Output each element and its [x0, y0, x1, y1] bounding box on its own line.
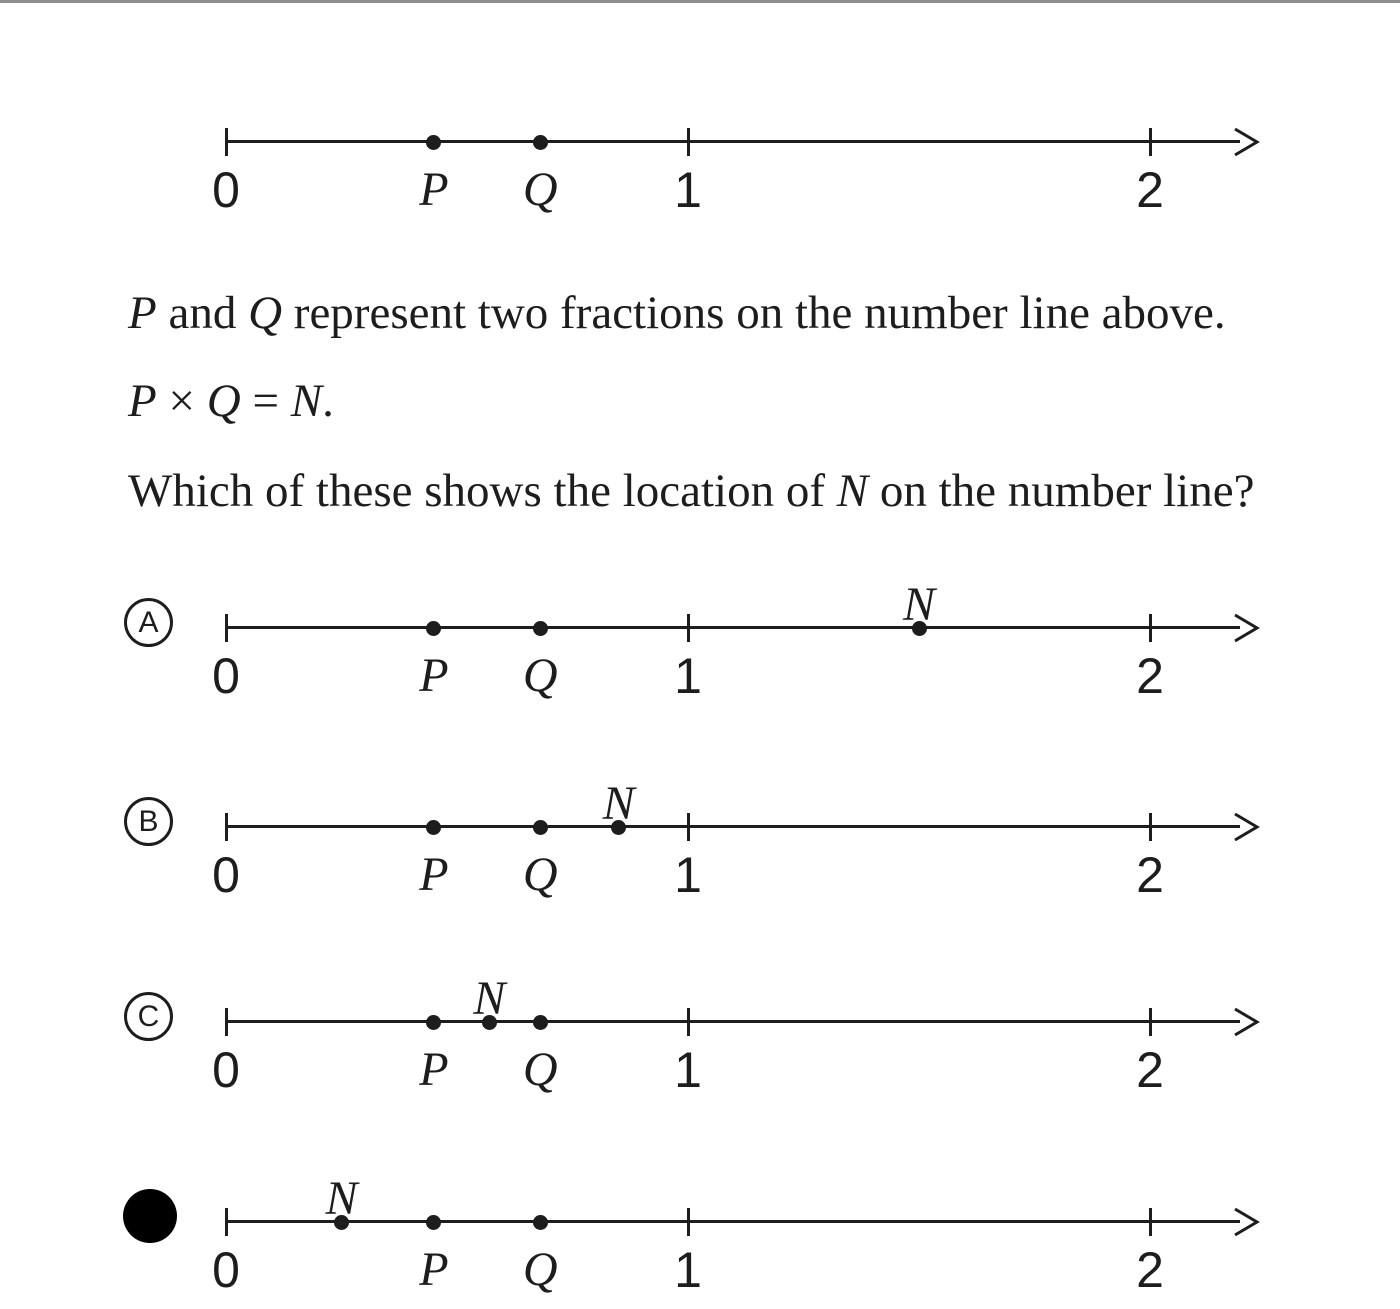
choice-a-tick-label-1: 1 [674, 648, 702, 704]
choice-a-tick-2 [1149, 614, 1152, 642]
choice-b-tick-1 [687, 813, 690, 841]
choice-a-arrow-right-icon [1232, 612, 1260, 644]
intro-tick-label-0: 0 [212, 162, 240, 218]
intro-tick-label-1: 1 [674, 162, 702, 218]
choice-a-bubble-letter: A [138, 605, 159, 639]
choice-d-bubble-selected[interactable] [123, 1189, 177, 1243]
choice-a-point-label-Q: Q [522, 649, 558, 702]
intro-tick-label-2: 2 [1136, 162, 1164, 218]
choice-b-point-P [426, 820, 441, 835]
plain-text: × [156, 375, 207, 427]
choice-c-tick-label-0: 0 [212, 1042, 240, 1098]
choice-c-tick-label-2: 2 [1136, 1042, 1164, 1098]
choice-a-point-label-N: N [902, 578, 936, 631]
choice-b-bubble-letter: B [138, 804, 159, 838]
plain-text: represent two fractions on the number line above. [282, 287, 1226, 339]
plain-text: on the number line? [868, 465, 1255, 517]
choice-a-tick-label-2: 2 [1136, 648, 1164, 704]
choice-a-point-label-P: P [419, 649, 449, 702]
choice-c-point-label-Q: Q [522, 1043, 558, 1096]
choice-d-tick-2 [1149, 1208, 1152, 1236]
choice-a-point-P [426, 621, 441, 636]
choice-d-axis-line [226, 1220, 1240, 1223]
choice-c-bubble[interactable] [124, 992, 173, 1041]
choice-c-tick-1 [687, 1008, 690, 1036]
intro-arrow-right-icon [1232, 126, 1260, 158]
intro-point-label-Q: Q [522, 163, 558, 216]
choice-b-bubble[interactable] [124, 797, 173, 846]
variable-text: N [290, 375, 323, 427]
choice-d-point-label-N: N [325, 1172, 358, 1225]
intro-tick-2 [1149, 128, 1152, 156]
choice-d-point-P [426, 1215, 441, 1230]
choice-b-tick-label-2: 2 [1136, 847, 1164, 903]
choice-c-point-Q [533, 1015, 548, 1030]
choice-c-axis-line [226, 1020, 1240, 1023]
choice-a-bubble[interactable] [124, 598, 173, 647]
variable-text: P [128, 287, 157, 339]
choice-c-tick-0 [225, 1008, 228, 1036]
intro-tick-1 [687, 128, 690, 156]
choice-a-tick-label-0: 0 [212, 648, 240, 704]
choice-b-point-label-Q: Q [522, 848, 558, 901]
choice-d-point-label-Q: Q [522, 1243, 558, 1296]
plain-text: Which of these shows the location of [128, 465, 837, 517]
choice-b-axis-line [226, 825, 1240, 828]
choice-d-tick-label-0: 0 [212, 1242, 240, 1298]
choice-b-tick-0 [225, 813, 228, 841]
plain-text: and [156, 287, 249, 339]
choice-c-tick-label-1: 1 [674, 1042, 702, 1098]
choice-c-bubble-letter: C [137, 999, 160, 1033]
choice-a-tick-1 [687, 614, 690, 642]
intro-tick-0 [225, 128, 228, 156]
choice-d-tick-label-1: 1 [674, 1242, 702, 1298]
choice-b-arrow-right-icon [1232, 811, 1260, 843]
choice-b-point-label-P: P [419, 848, 449, 901]
choice-c-tick-2 [1149, 1008, 1152, 1036]
intro-point-Q [533, 135, 548, 150]
intro-axis-line [226, 140, 1240, 143]
variable-text: Q [206, 375, 241, 427]
choice-d-point-label-P: P [419, 1243, 449, 1296]
choice-d-arrow-right-icon [1232, 1206, 1260, 1238]
choice-b-tick-2 [1149, 813, 1152, 841]
choice-a-axis-line [226, 626, 1240, 629]
choice-b-tick-label-0: 0 [212, 847, 240, 903]
choice-b-point-label-N: N [602, 777, 635, 830]
choice-c-point-label-P: P [419, 1043, 449, 1096]
choice-b-point-Q [533, 820, 548, 835]
choice-c-arrow-right-icon [1232, 1006, 1260, 1038]
choice-a-tick-0 [225, 614, 228, 642]
choice-d-point-Q [533, 1215, 548, 1230]
choice-c-point-label-N: N [473, 972, 506, 1025]
variable-text: N [836, 465, 869, 517]
variable-text: P [128, 375, 157, 427]
variable-text: Q [248, 287, 283, 339]
plain-text: . [322, 375, 334, 427]
intro-point-label-P: P [419, 163, 449, 216]
plain-text: = [240, 375, 291, 427]
intro-point-P [426, 135, 441, 150]
choice-d-tick-1 [687, 1208, 690, 1236]
choice-c-point-P [426, 1015, 441, 1030]
choice-d-tick-label-2: 2 [1136, 1242, 1164, 1298]
choice-a-point-Q [533, 621, 548, 636]
choice-d-tick-0 [225, 1208, 228, 1236]
choice-b-tick-label-1: 1 [674, 847, 702, 903]
